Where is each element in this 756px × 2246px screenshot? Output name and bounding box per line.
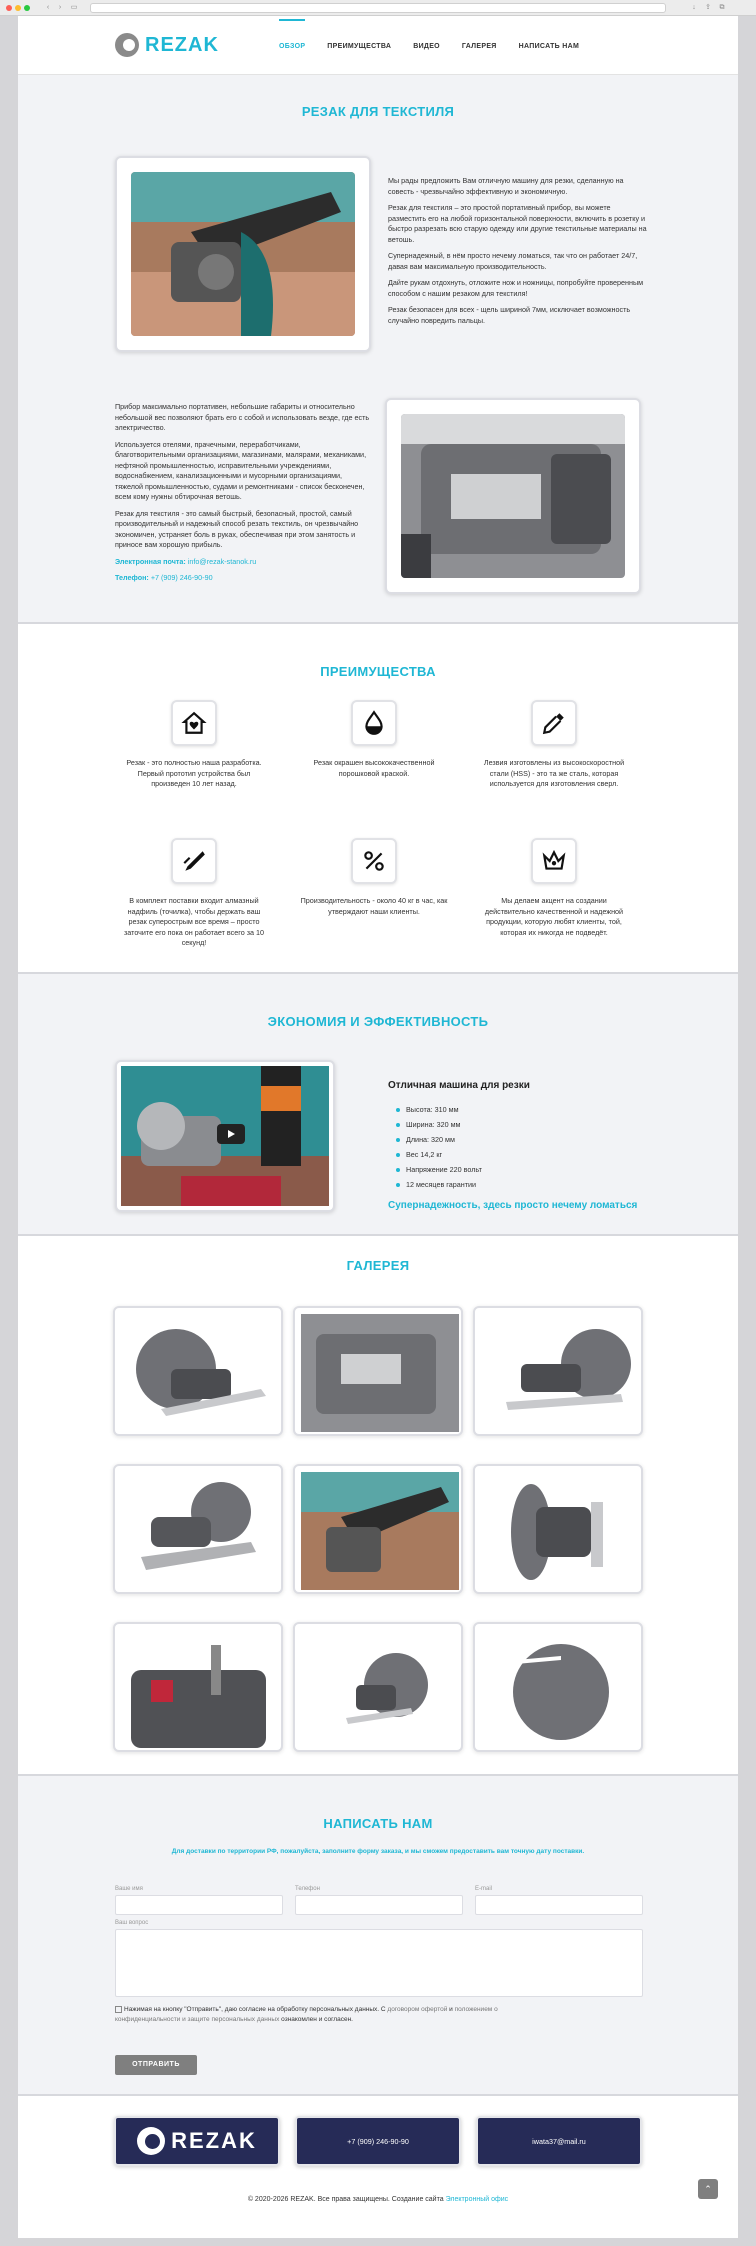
phone-label: Телефон: <box>115 573 149 582</box>
logo-text: REZAK <box>145 33 219 56</box>
consent-text-part: и <box>447 2006 455 2013</box>
tabs-icon[interactable]: ⧉ <box>719 4 725 11</box>
gallery-item[interactable] <box>473 1306 643 1436</box>
contact-subtitle: Для доставки по территории РФ, пожалуйста, заполните форму заказа, и мы сможем предоставить вам точную дату поставки. <box>171 1848 585 1855</box>
chevron-up-icon: ⌃ <box>704 2184 712 2194</box>
footer-phone: +7 (909) 246-90-90 <box>347 2136 409 2146</box>
main-nav <box>268 19 590 75</box>
site-logo[interactable] <box>115 32 219 58</box>
feature-item: Высота: 310 мм <box>394 1102 482 1117</box>
email-input[interactable] <box>475 1895 643 1915</box>
gallery-item[interactable] <box>113 1464 283 1594</box>
feature-item: Напряжение 220 вольт <box>394 1162 482 1177</box>
advantage-text: В комплект поставки входит алмазный надфиль (точилка), чтобы держать ваш резак суперострым все время – просто заточите его пока он работает всего за 10 секунд! <box>123 896 265 947</box>
feature-list <box>394 1102 482 1192</box>
feature-title: Отличная машина для резки <box>388 1080 530 1091</box>
share-icon[interactable]: ⇪ <box>705 4 711 11</box>
crown-icon <box>531 838 577 884</box>
gallery-image <box>121 1472 279 1590</box>
advantage-text: Производительность - около 40 кг в час, как утверждают наши клиенты. <box>300 896 448 916</box>
sidebar-icon[interactable]: ▭ <box>70 4 78 11</box>
name-label: Ваше имя <box>115 1886 143 1892</box>
web-page <box>18 16 738 2238</box>
house-heart-icon <box>171 700 217 746</box>
phone-field-label: Телефон <box>295 1886 320 1892</box>
overview-paragraph: Прибор максимально портативен, небольшие габариты и относительно небольшой вес позволяют брать его с собой и использовать везде, где есть электричество. <box>115 402 370 432</box>
gallery-item[interactable] <box>113 1622 283 1752</box>
contact-title: НАПИСАТЬ НАМ <box>323 1816 433 1831</box>
email-link[interactable]: info@rezak-stanok.ru <box>187 556 257 566</box>
overview-paragraph: Используется отелями, прачечными, переработчиками, благотворительными организациями, магазинами, малярами, механиками, нефтяной промышленностью, исправительными учреждениями, водоснабжением, канализационными и мусорными организациями, тяжелой промышленностью, судами и ремонтниками - список бесконечен, всем кому нужны обтирочная ветошь. <box>115 439 367 501</box>
advantages-title: ПРЕИМУЩЕСТВА <box>320 664 436 679</box>
overview-paragraph: Резак для текстиля - это самый быстрый, безопасный, простой, самый производительный и надежный способ резать текстиль, он чрезвычайно экономичен, устраняет боль в руках, обеспечивая при этом занятость и приносе вам хорошую прибыль. <box>115 508 359 549</box>
economy-title: ЭКОНОМИЯ И ЭФФЕКТИВНОСТЬ <box>267 1014 489 1029</box>
feature-item: Ширина: 320 мм <box>394 1117 482 1132</box>
gallery-item[interactable] <box>293 1464 463 1594</box>
advantage-text: Резак окрашен высококачественной порошковой краской. <box>313 758 435 778</box>
gallery-item[interactable] <box>113 1306 283 1436</box>
email-label: Электронная почта: <box>115 556 186 566</box>
logo-icon <box>115 33 139 57</box>
nav-item-overview[interactable]: ОБЗОР <box>268 19 316 75</box>
advantages-section <box>18 624 738 972</box>
forward-icon[interactable]: › <box>58 4 62 11</box>
creator-link[interactable]: Электронный офис <box>445 2196 509 2203</box>
question-label: Ваш вопрос <box>115 1920 149 1926</box>
overview-paragraph: Резак безопасен для всех - щель шириной 7мм, исключает возможность случайно повредить пальцы. <box>388 305 631 325</box>
browser-toolbar <box>0 0 756 16</box>
send-button[interactable]: ОТПРАВИТЬ <box>115 2055 197 2075</box>
overview-paragraph: Дайте рукам отдохнуть, отложите нож и ножницы, попробуйте проверенным способом с нашим резаком для текстиля! <box>388 278 644 298</box>
email-field-label: E-mail <box>475 1886 493 1892</box>
download-icon[interactable]: ↓ <box>692 4 696 11</box>
overview-paragraph: Резак для текстиля – это простой портативный прибор, вы можете разместить его на любой горизонтальной поверхности, включить в розетку и быстро разрезать всю старую одежду или другие текстильные материалы на ветошь. <box>388 203 647 244</box>
copyright <box>18 2196 738 2203</box>
consent-checkbox[interactable] <box>115 2006 122 2013</box>
footer-phone-box[interactable] <box>295 2116 461 2166</box>
footer-logo-icon <box>137 2127 165 2155</box>
motor-closeup-image <box>401 414 625 578</box>
minimize-window-icon[interactable] <box>15 5 21 11</box>
overview-paragraph: Супернадежный, в нём просто нечему ломаться, так что он работает 24/7, давая вам максимальную производительность. <box>388 251 638 271</box>
gallery-image <box>481 1630 639 1748</box>
gallery-image <box>481 1314 639 1432</box>
advantage-text: Лезвия изготовлены из высокоскоростной стали (HSS) - это та же сталь, которая используется для изготовления сверл. <box>483 758 625 788</box>
gallery-title: ГАЛЕРЕЯ <box>346 1258 410 1273</box>
gallery-image <box>481 1472 639 1590</box>
play-icon[interactable] <box>217 1124 245 1144</box>
overview-photo-1 <box>115 156 371 352</box>
overview-text-right <box>388 176 648 332</box>
privacy-link[interactable]: положением о конфиденциальности и защите персональных данных <box>115 2006 498 2023</box>
phone-input[interactable] <box>295 1895 463 1915</box>
rezak-in-use-image <box>131 172 355 336</box>
gallery-item[interactable] <box>293 1622 463 1752</box>
phone-link[interactable]: +7 (909) 246-90-90 <box>150 573 213 582</box>
overview-photo-2 <box>385 398 641 594</box>
footer-logo-box[interactable] <box>114 2116 280 2166</box>
overview-text-left <box>115 402 370 590</box>
video-player[interactable] <box>115 1060 335 1212</box>
copyright-text: © 2020-2026 REZAK. Все права защищены. Создание сайта <box>247 2196 446 2203</box>
overview-title: РЕЗАК ДЛЯ ТЕКСТИЛЯ <box>301 104 455 119</box>
scalpel-icon <box>171 838 217 884</box>
maximize-window-icon[interactable] <box>24 5 30 11</box>
gallery-image <box>301 1472 459 1590</box>
consent-text-part: Нажимая на кнопку "Отправить", даю согласие на обработку персональных данных. С <box>124 2006 388 2013</box>
footer-email: iwata37@mail.ru <box>532 2136 586 2146</box>
percent-icon <box>351 838 397 884</box>
footer-email-box[interactable] <box>476 2116 642 2166</box>
back-icon[interactable]: ‹ <box>46 4 50 11</box>
consent-text-part: ознакомлен и согласен. <box>279 2016 353 2023</box>
gallery-image <box>121 1630 279 1748</box>
gallery-item[interactable] <box>473 1622 643 1752</box>
drop-icon <box>351 700 397 746</box>
gallery-item[interactable] <box>293 1306 463 1436</box>
nav-item-gallery[interactable]: ГАЛЕРЕЯ <box>461 43 497 50</box>
feature-item: Вес 14,2 кг <box>394 1147 482 1162</box>
gallery-image <box>301 1630 459 1748</box>
consent-text <box>115 2005 555 2025</box>
contact-phone-line <box>115 573 370 584</box>
gallery-image <box>301 1314 459 1432</box>
nav-item-contact[interactable]: НАПИСАТЬ НАМ <box>518 43 580 50</box>
advantage-text: Мы делаем акцент на создании действительно качественной и надежной продукции, которую любят клиенты, той, которая их никогда не подведёт. <box>484 896 624 937</box>
close-window-icon[interactable] <box>6 5 12 11</box>
offer-link[interactable]: договором офертой <box>387 2006 448 2013</box>
contact-email-line <box>115 557 370 568</box>
pipette-icon <box>531 700 577 746</box>
feature-item: 12 месяцев гарантии <box>394 1177 482 1192</box>
question-textarea[interactable] <box>115 1929 643 1997</box>
gallery-section <box>18 1236 738 1774</box>
address-bar[interactable] <box>90 3 666 13</box>
nav-item-video[interactable]: ВИДЕО <box>413 43 440 50</box>
feature-item: Длина: 320 мм <box>394 1132 482 1147</box>
gallery-item[interactable] <box>473 1464 643 1594</box>
name-input[interactable] <box>115 1895 283 1915</box>
overview-paragraph: Мы рады предложить Вам отличную машину для резки, сделанную на совесть - чрезвычайно эффективную и экономичную. <box>388 176 624 196</box>
nav-item-advantages[interactable]: ПРЕИМУЩЕСТВА <box>327 43 392 50</box>
advantage-text: Резак - это полностью наша разработка. Первый прототип устройства был произведен 10 лет назад. <box>126 758 262 788</box>
gallery-image <box>121 1314 279 1432</box>
economy-tagline: Супернадежность, здесь просто нечему ломаться <box>388 1200 638 1211</box>
site-header <box>18 19 738 75</box>
footer-logo-text: REZAK <box>171 2128 257 2153</box>
